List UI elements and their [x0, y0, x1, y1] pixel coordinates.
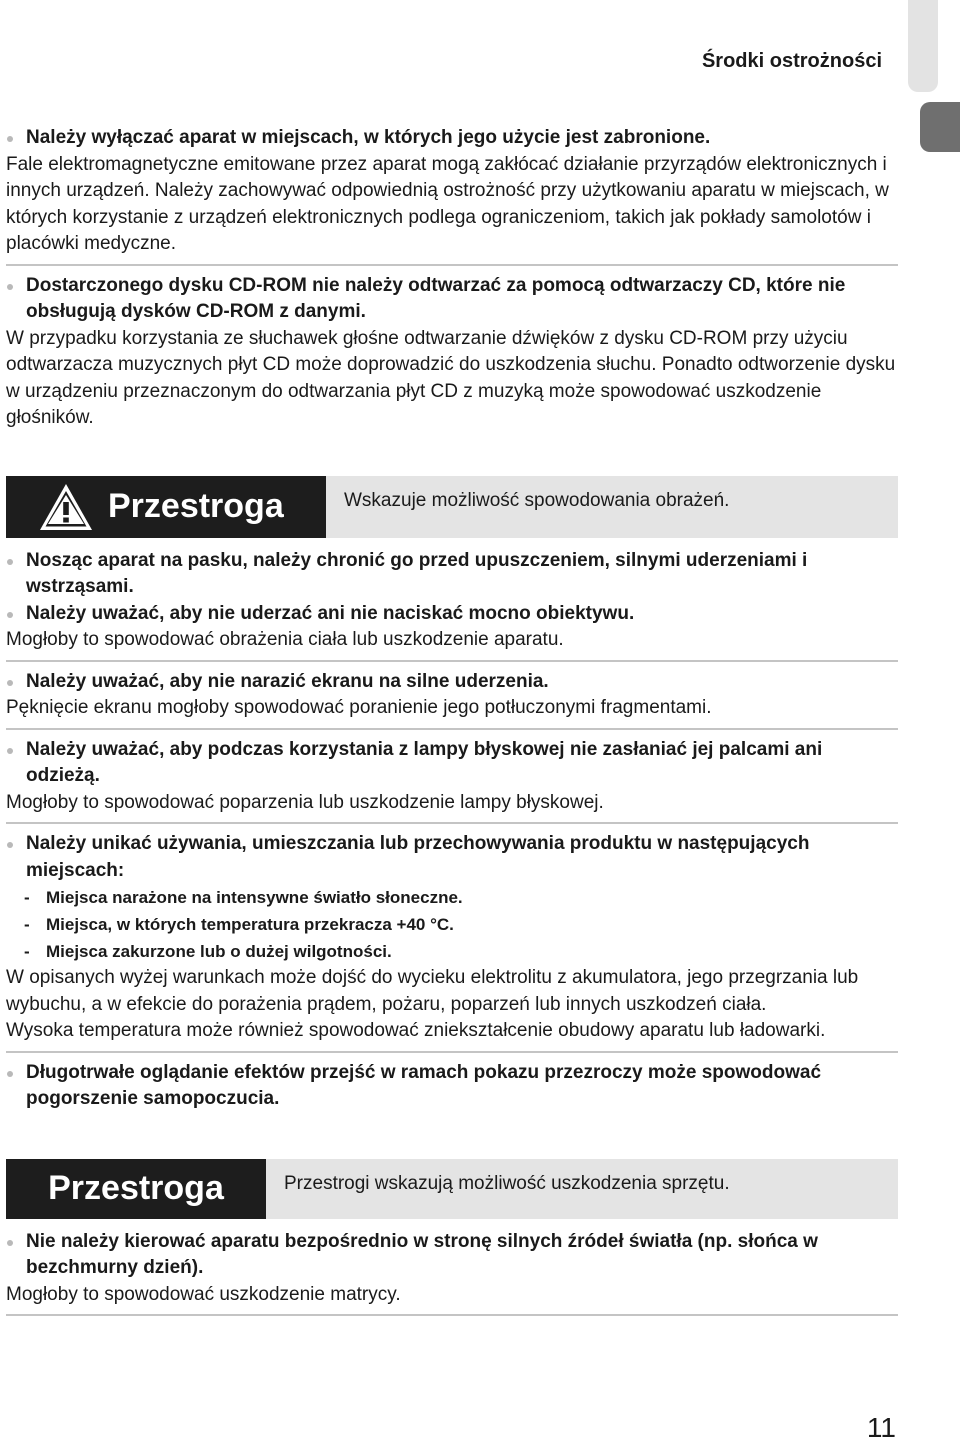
- caution-description: Wskazuje możliwość spowodowania obrażeń.: [344, 489, 730, 511]
- paragraph: Mogłoby to spowodować uszkodzenie matrycy.: [6, 1283, 401, 1305]
- dash-item-text: Miejsca zakurzone lub o dużej wilgotności.: [46, 942, 392, 961]
- caution-section-flash: [6, 737, 898, 825]
- page-header-title: Środki ostrożności: [701, 50, 882, 72]
- dash-list-item: - Miejsca, w których temperatura przekracza +40 °C.: [6, 911, 898, 938]
- caution-section-slideshow: [6, 1060, 898, 1119]
- caution-section-screen: [6, 669, 898, 730]
- equipment-section-light: [6, 1229, 898, 1317]
- dash-item-text: Miejsca narażone na intensywne światło słoneczne.: [46, 888, 463, 907]
- paragraph: Mogłoby to spowodować obrażenia ciała lub uszkodzenie aparatu.: [6, 629, 564, 650]
- paragraph: Wysoka temperatura może również spowodować zniekształcenie obudowy aparatu lub ładowarki.: [6, 1020, 826, 1041]
- dash-list: [6, 884, 898, 965]
- equipment-caution-label-box: [6, 1159, 266, 1219]
- paragraph: Fale elektromagnetyczne emitowane przez aparat mogą zakłócać działanie przyrządów elektronicznych i innych urządzeń. Należy zachowywać odpowiednią ostrożność przy użytkowaniu aparatu w miejscach, w których korzystanie z urządzeń elektronicznych podlega ograniczeniom, takich jak pokłady samolotów i placówki medyczne.: [6, 153, 889, 254]
- page-number: 11: [866, 1412, 896, 1443]
- equipment-caution-label: Przestroga: [48, 1169, 224, 1207]
- bullet-heading: Należy uważać, aby podczas korzystania z lampy błyskowej nie zasłaniać jej palcami ani odzieżą.: [6, 737, 898, 790]
- bullet-heading: Należy uważać, aby nie uderzać ani nie naciskać mocno obiektywu.: [6, 601, 898, 628]
- equipment-caution-description: Przestrogi wskazują możliwość uszkodzenia sprzętu.: [284, 1172, 730, 1194]
- page-content: [6, 125, 898, 1323]
- chapter-tab-top: [908, 0, 938, 92]
- chapter-tab-marker: [920, 102, 960, 152]
- warning-triangle-icon: [38, 482, 94, 532]
- bullet-heading: Nosząc aparat na pasku, należy chronić go przed upuszczeniem, silnymi uderzeniami i wstrząsami.: [6, 548, 898, 601]
- dash-list-item: - Miejsca narażone na intensywne światło słoneczne.: [6, 884, 898, 911]
- caution-banner: [6, 476, 898, 538]
- bullet-heading: Nie należy kierować aparatu bezpośrednio w stronę silnych źródeł światła (np. słońca w bezchmurny dzień).: [6, 1229, 898, 1282]
- paragraph: Mogłoby to spowodować poparzenia lub uszkodzenie lampy błyskowej.: [6, 791, 604, 813]
- equipment-caution-banner: [6, 1159, 898, 1219]
- caution-label: Przestroga: [108, 487, 284, 525]
- paragraph: Pęknięcie ekranu mogłoby spowodować poranienie jego potłuczonymi fragmentami.: [6, 697, 712, 718]
- caution-section-storage: [6, 831, 898, 1053]
- bullet-heading: Należy unikać używania, umieszczania lub przechowywania produktu w następujących miejscach:: [6, 831, 898, 884]
- paragraph: W przypadku korzystania ze słuchawek głośne odtwarzanie dźwięków z dysku CD-ROM przy użyciu odtwarzacza muzycznych płyt CD może doprowadzić do uszkodzenia słuchu. Ponadto odtworzenie dysku w urządzeniu przeznaczonym do odtwarzania płyt CD z muzyką może spowodować uszkodzenie głośników.: [6, 327, 896, 428]
- bullet-heading: Należy uważać, aby nie narazić ekranu na silne uderzenia.: [6, 669, 898, 696]
- bullet-heading: Dostarczonego dysku CD-ROM nie należy odtwarzać za pomocą odtwarzaczy CD, które nie obsługują dysków CD-ROM z danymi.: [6, 273, 898, 326]
- precaution-section-electronic: [6, 125, 898, 266]
- caution-label-box: [6, 476, 326, 538]
- dash-item-text: Miejsca, w których temperatura przekracza +40 °C.: [46, 915, 454, 934]
- caution-section-strap: [6, 548, 898, 662]
- dash-list-item: - Miejsca zakurzone lub o dużej wilgotności.: [6, 938, 898, 965]
- precaution-section-cdrom: [6, 273, 898, 438]
- paragraph: W opisanych wyżej warunkach może dojść do wycieku elektrolitu z akumulatora, jego przegrzania lub wybuchu, a w efekcie do porażenia prądem, pożaru, poparzeń lub innych uszkodzeń ciała.: [6, 967, 859, 1015]
- bullet-heading: Długotrwałe oglądanie efektów przejść w ramach pokazu przezroczy może spowodować pogorszenie samopoczucia.: [6, 1060, 898, 1113]
- bullet-heading: Należy wyłączać aparat w miejscach, w których jego użycie jest zabronione.: [6, 125, 898, 152]
